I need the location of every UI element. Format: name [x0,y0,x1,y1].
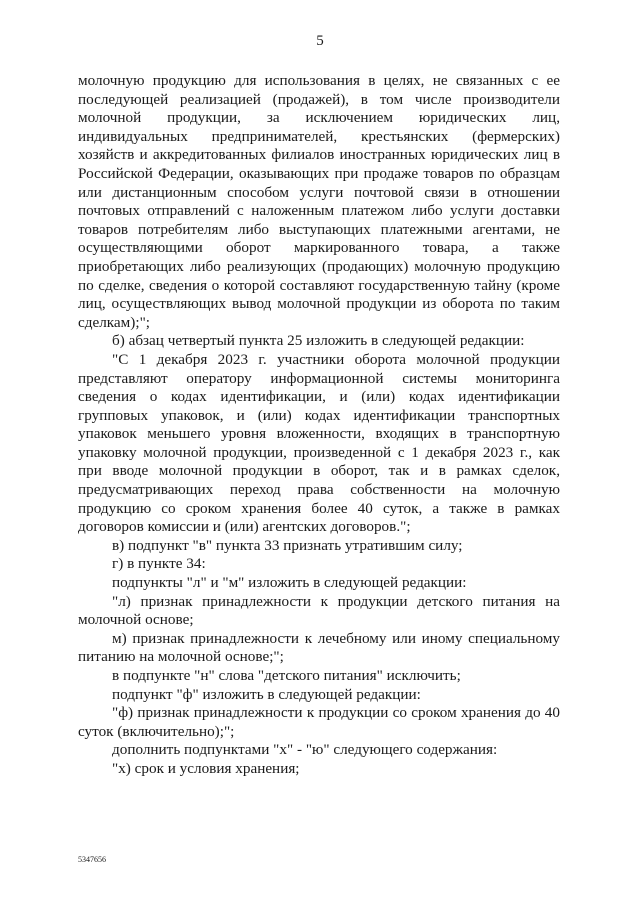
paragraph-subitem-f-intro: подпункт "ф" изложить в следующей редакции: [112,685,421,703]
document-code: 5347656 [78,855,106,864]
paragraph-subitem-f: "ф) признак принадлежности к продукции со сроком хранения до 40 суток (включительно);"; [78,704,560,740]
document-body [78,72,560,779]
paragraph-add-subitems: дополнить подпунктами "х" - "ю" следующего содержания: [112,741,498,759]
paragraph-subitems-l-m: подпункты "л" и "м" изложить в следующей редакции: [112,574,467,592]
paragraph-quote-december: "С 1 декабря 2023 г. участники оборота молочной продукции представляют оператору информационной системы мониторинга сведения о кодах идентификации, и (или) кодах идентификации групповых упаковок, и (или) кодах идентификации транспортных упаковок меньшего уровня вложенности, входящих в транспортную упаковку молочной продукции, произведенной с 1 декабря 2023 г., как при вводе молочной продукции в оборот, так и в рамках сделок, предусматривающих переход права собственности на молочную продукцию со сроком хранения более 40 суток, а также в рамках договоров комиссии и (или) агентских договоров."; [78,350,560,536]
paragraph-subitem-n: в подпункте "н" слова "детского питания" исключить; [112,667,461,684]
paragraph-item-b: б) абзац четвертый пункта 25 изложить в следующей редакции: [112,332,525,350]
paragraph-subitem-m: м) признак принадлежности к лечебному или иному специальному питанию на молочной основе;"; [78,629,560,666]
paragraph-subitem-l: "л) признак принадлежности к продукции детского питания на молочной основе; [78,592,560,629]
paragraph-item-v: в) подпункт "в" пункта 33 признать утратившим силу; [112,536,463,554]
paragraph-subitem-kh: "х) срок и условия хранения; [112,759,300,777]
paragraph-item-g: г) в пункте 34: [112,555,206,573]
page-number: 5 [316,33,324,49]
paragraph-continuation: молочную продукцию для использования в целях, не связанных с ее последующей реализацией (продажей), в том числе производители молочной продукции, за исключением юридических лиц, индивидуальных предпринимателей, крестьянских (фермерских) хозяйств и аккредитованных филиалов иностранных юридических лиц в Российской Федерации, оказывающих при продаже товаров по образцам или дистанционным способом услуги почтовой связи в отношении почтовых отправлений с наложенным платежом либо услуги доставки товаров потребителям либо выступающих платежными агентами, не осуществляющими оборот маркированного товара, а также приобретающих либо реализующих (продающих) молочную продукцию по сделке, сведения о которой составляют государственную тайну (кроме лиц, осуществляющих вывод молочной продукции из оборота по таким сделкам);"; [78,72,560,331]
